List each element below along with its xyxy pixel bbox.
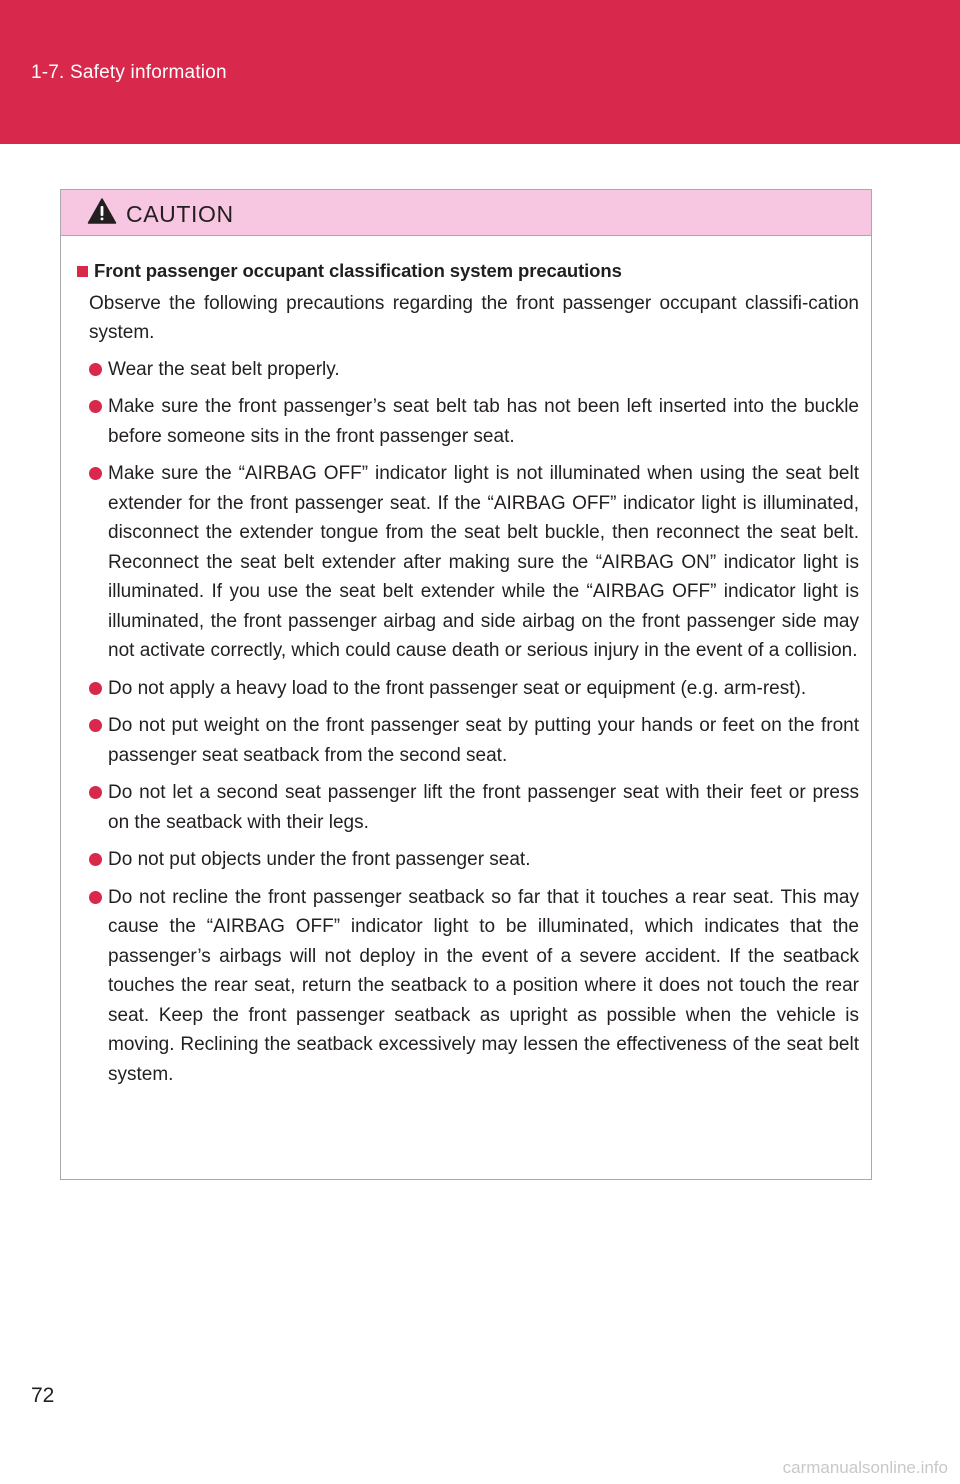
bullet-icon — [89, 682, 102, 695]
header-band — [0, 0, 960, 144]
caution-header — [61, 190, 871, 236]
bullet-icon — [89, 891, 102, 904]
list-item — [89, 845, 859, 875]
list-item-text: Do not put weight on the front passenger seat by putting your hands or feet on the front passenger seat seatback from the second seat. — [108, 715, 859, 766]
list-item — [89, 459, 859, 666]
list-item — [89, 778, 859, 837]
section-title: 1-7. Safety information — [31, 62, 227, 83]
list-item — [89, 711, 859, 770]
watermark: carmanualsonline.info — [782, 1458, 948, 1477]
list-item-text: Do not let a second seat passenger lift the front passenger seat with their feet or press on the seatback with their legs. — [108, 782, 859, 833]
list-item-text: Do not apply a heavy load to the front passenger seat or equipment (e.g. arm-rest). — [108, 677, 807, 699]
bullet-icon — [89, 467, 102, 480]
intro-paragraph: Observe the following precautions regarding the front passenger occupant classifi-cation system. — [89, 292, 859, 343]
precaution-list — [77, 355, 859, 1090]
caution-subheading — [77, 256, 859, 286]
square-bullet-icon — [77, 266, 88, 277]
subheading-text: Front passenger occupant classification system precautions — [94, 260, 622, 281]
list-item-text: Make sure the front passenger’s seat belt tab has not been left inserted into the buckle before someone sits in the front passenger seat. — [108, 396, 859, 447]
list-item-text: Do not put objects under the front passenger seat. — [108, 849, 531, 870]
page-number: 72 — [31, 1384, 55, 1407]
bullet-icon — [89, 363, 102, 376]
list-item-text: Do not recline the front passenger seatback so far that it touches a rear seat. This may cause the “AIRBAG OFF” indicator light to be illuminated, which indicates that the passenger’s airbags will not deploy in the event of a severe accident. If the seatback touches the rear seat, return the seatback to a position where it does not touch the rear seat. Keep the front passenger seatback as upright as possible when the vehicle is moving. Reclining the seatback excessively may lessen the effectiveness of the seat belt system. — [108, 886, 859, 1085]
list-item-text: Make sure the “AIRBAG OFF” indicator light is not illuminated when using the seat belt extender for the front passenger seat. If the “AIRBAG OFF” indicator light is illuminated, disconnect the extender tongue from the seat belt buckle, then reconnect the seat belt. Reconnect the seat belt extender after making sure the “AIRBAG ON” indicator light is illuminated. If you use the seat belt extender while the “AIRBAG OFF” indicator light is illuminated, the front passenger airbag and side airbag on the front passenger side may not activate correctly, which could cause death or serious injury in the event of a collision. — [108, 463, 859, 661]
caution-box — [60, 189, 872, 1180]
bullet-icon — [89, 719, 102, 732]
list-item — [89, 392, 859, 451]
caution-label: CAUTION — [126, 201, 234, 227]
list-item-text: Wear the seat belt properly. — [108, 358, 340, 380]
caution-body — [61, 236, 871, 1089]
list-item — [89, 674, 859, 704]
list-item — [89, 883, 859, 1090]
bullet-icon — [89, 786, 102, 799]
warning-triangle-icon — [87, 197, 117, 225]
bullet-icon — [89, 853, 102, 866]
list-item — [89, 355, 859, 385]
bullet-icon — [89, 400, 102, 413]
